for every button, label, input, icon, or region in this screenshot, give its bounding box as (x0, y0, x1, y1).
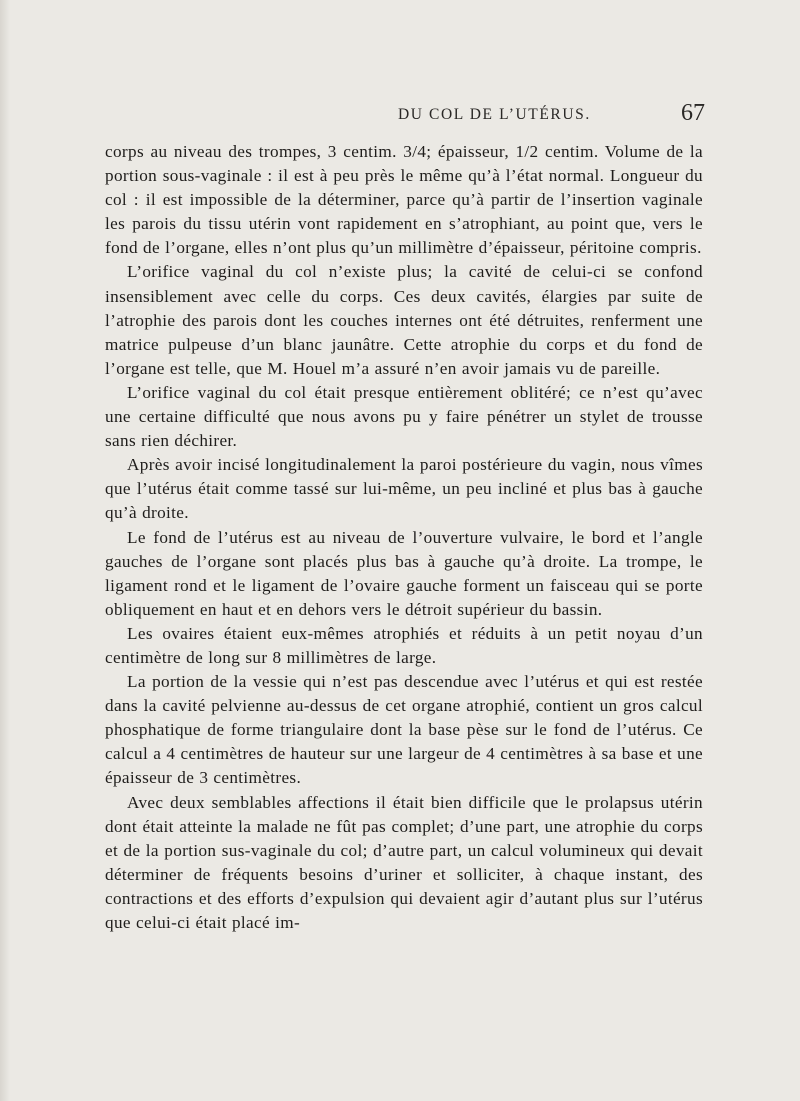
paragraph: La portion de la vessie qui n’est pas descendue avec l’utérus et qui est restée dans la cavité pelvienne au-dessus de cet organe atrophié, contient un gros calcul phosphatique de forme triangulaire dont la base pèse sur le fond de l’utérus. Ce calcul a 4 centimètres de hauteur sur une largeur de 4 centimètres à sa base et une épaisseur de 3 centimètres. (105, 672, 703, 788)
body-text (105, 140, 703, 935)
paragraph: L’orifice vaginal du col n’existe plus; la cavité de celui-ci se confond insensiblement avec celle du corps. Ces deux cavités, élargies par suite de l’atrophie des parois dont les couches internes ont été détruites, renferment une matrice pulpeuse d’un blanc jaunâtre. Cette atrophie du corps et du fond de l’organe est telle, que M. Houel m’a assuré n’en avoir jamais vu de pareille. (105, 262, 703, 378)
page-number: 67 (681, 100, 705, 126)
paragraph: Après avoir incisé longitudinalement la paroi postérieure du vagin, nous vîmes que l’utérus était comme tassé sur lui-même, un peu incliné et plus bas à gauche qu’à droite. (105, 455, 703, 523)
page-header (0, 100, 800, 134)
paragraph: Les ovaires étaient eux-mêmes atrophiés et réduits à un petit noyau d’un centimètre de long sur 8 millimètres de large. (105, 623, 703, 667)
running-head: DU COL DE L’UTÉRUS. (398, 106, 591, 123)
paragraph: Le fond de l’utérus est au niveau de l’ouverture vulvaire, le bord et l’angle gauches de l’organe sont placés plus bas à gauche qu’à droite. La trompe, le ligament rond et le ligament de l’ovaire gauche forment un faisceau qui se porte obliquement en haut et en dehors vers le détroit supérieur du bassin. (105, 527, 703, 619)
paragraph: corps au niveau des trompes, 3 centim. 3/4; épaisseur, 1/2 centim. Volume de la portion sous-vaginale : il est à peu près le même qu’à l’état normal. Longueur du col : il est impossible de la déterminer, parce qu’à partir de l’insertion vaginale les parois du tissu utérin vont rapidement en s’atrophiant, au point que, vers le fond de l’organe, elles n’ont plus qu’un millimètre d’épaisseur, péritoine compris. (105, 142, 703, 258)
paragraph: L’orifice vaginal du col était presque entièrement oblitéré; ce n’est qu’avec une certaine difficulté que nous avons pu y faire pénétrer un stylet de trousse sans rien déchirer. (105, 382, 703, 451)
page-left-edge (0, 0, 10, 1101)
paragraph: Avec deux semblables affections il était bien difficile que le prolapsus utérin dont était atteinte la malade ne fût pas complet; d’une part, une atrophie du corps et de la portion sus-vaginale du col; d’autre part, un calcul volumineux qui devait déterminer de fréquents besoins d’uriner et solliciter, à chaque instant, des contractions et des efforts d’expulsion qui devaient agir d’autant plus sur l’utérus que celui-ci était placé im- (105, 792, 703, 932)
